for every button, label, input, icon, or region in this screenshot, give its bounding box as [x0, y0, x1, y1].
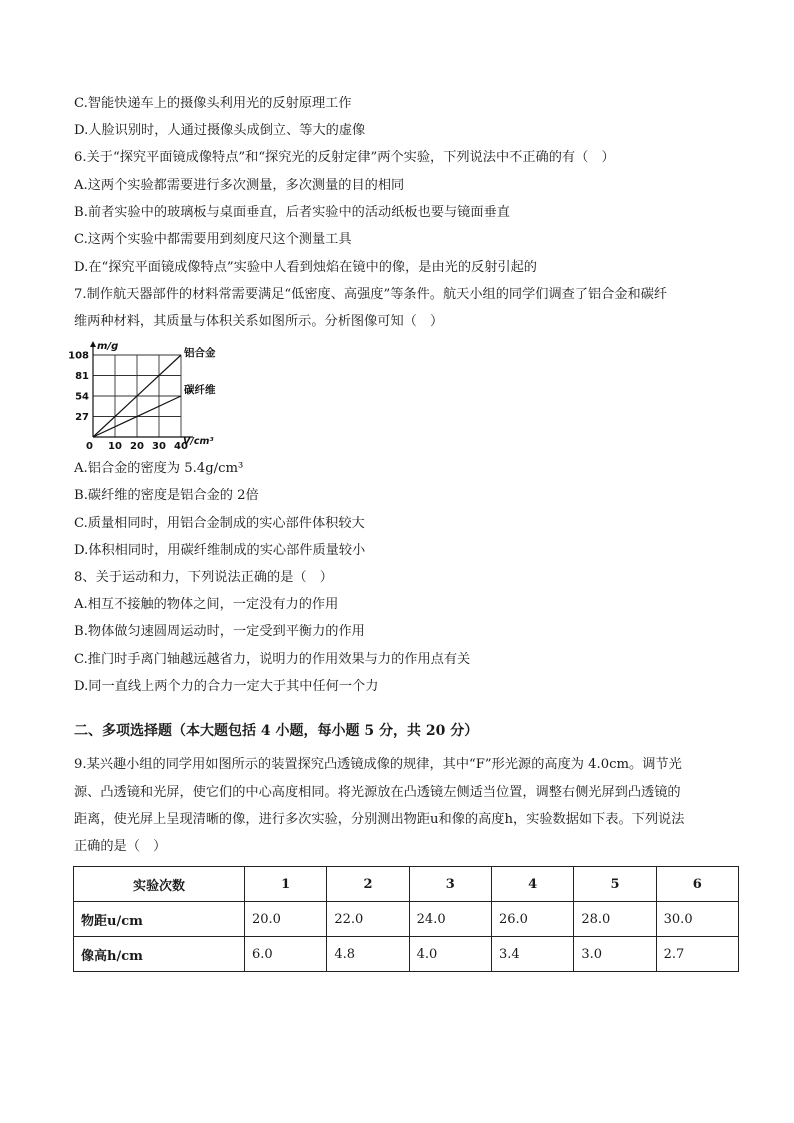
table-row	[74, 902, 739, 937]
experiment-data-table	[73, 866, 739, 972]
table-row-label: 像高h/cm	[74, 937, 245, 972]
x-axis-label: V/cm³	[183, 436, 214, 447]
table-cell: 30.0	[656, 902, 738, 937]
q7-option-b: B.碳纤维的密度是铝合金的 2倍	[74, 488, 259, 503]
x-tick-label: 10	[108, 441, 122, 452]
table-cell: 4.0	[409, 937, 491, 972]
q8-option-c: C.推门时手离门轴越远越省力，说明力的作用效果与力的作用点有关	[74, 652, 471, 667]
y-axis-arrow	[90, 341, 96, 347]
q8-stem: 8、关于运动和力，下列说法正确的是（ ）	[74, 570, 333, 585]
table-header-label: 实验次数	[74, 867, 245, 902]
table-cell: 22.0	[327, 902, 409, 937]
q7-option-c: C.质量相同时，用铝合金制成的实心部件体积较大	[74, 516, 365, 531]
q9-stem-line4: 正确的是（ ）	[74, 839, 167, 854]
q9-stem-line3: 距离，使光屏上呈现清晰的像，进行多次实验，分别测出物距u和像的高度h，实验数据如下表。下列说法	[74, 812, 685, 827]
table-row	[74, 937, 739, 972]
table-header-cell: 5	[574, 867, 656, 902]
table-header-cell: 1	[245, 867, 327, 902]
q6-option-d: D.在“探究平面镜成像特点”实验中人看到烛焰在镜中的像，是由光的反射引起的	[74, 260, 537, 275]
section-heading-multiple-choice: 二、多项选择题（本大题包括 4 小题，每小题 5 分，共 20 分）	[74, 723, 479, 739]
table-cell: 3.0	[574, 937, 656, 972]
x-tick-label: 40	[174, 441, 188, 452]
x-tick-label: 30	[152, 441, 166, 452]
table-cell: 26.0	[491, 902, 573, 937]
table-cell: 28.0	[574, 902, 656, 937]
x-tick-label: 0	[86, 441, 93, 452]
q8-option-d: D.同一直线上两个力的合力一定大于其中任何一个力	[74, 679, 379, 694]
table-header-cell: 2	[327, 867, 409, 902]
y-tick-label: 27	[75, 412, 89, 423]
q7-stem-line1: 7.制作航天器部件的材料常需要满足“低密度、高强度”等条件。航天小组的同学们调查了铝合金和碳纤	[74, 287, 668, 302]
y-tick-label: 81	[75, 371, 89, 382]
y-tick-label: 108	[68, 350, 89, 362]
chart-labels	[68, 341, 216, 452]
q6-option-a: A.这两个实验都需要进行多次测量，多次测量的目的相同	[74, 178, 405, 193]
mass-volume-chart	[66, 337, 236, 452]
q6-option-c: C.这两个实验中都需要用到刻度尺这个测量工具	[74, 232, 352, 247]
table-cell: 3.4	[491, 937, 573, 972]
table-header-cell: 4	[491, 867, 573, 902]
table-header-cell: 3	[409, 867, 491, 902]
q7-option-d: D.体积相同时，用碳纤维制成的实心部件质量较小	[74, 543, 366, 558]
table-cell: 20.0	[245, 902, 327, 937]
series-label: 铝合金	[184, 347, 216, 359]
q6-stem: 6.关于“探究平面镜成像特点”和“探究光的反射定律”两个实验，下列说法中不正确的有（ ）	[74, 150, 615, 165]
y-tick-label: 54	[75, 391, 89, 403]
series-label: 碳纤维	[184, 384, 216, 396]
q8-option-a: A.相互不接触的物体之间，一定没有力的作用	[74, 597, 339, 612]
table-header-cell: 6	[656, 867, 738, 902]
q6-option-b: B.前者实验中的玻璃板与桌面垂直，后者实验中的活动纸板也要与镜面垂直	[74, 205, 510, 220]
x-tick-label: 20	[130, 441, 144, 452]
table-cell: 24.0	[409, 902, 491, 937]
q9-stem-line1: 9.某兴趣小组的同学用如图所示的装置探究凸透镜成像的规律，其中“F”形光源的高度为 4.0cm。调节光	[74, 757, 682, 772]
table-cell: 4.8	[327, 937, 409, 972]
table-cell: 2.7	[656, 937, 738, 972]
table-row-label: 物距u/cm	[74, 902, 245, 937]
q5-option-d: D.人脸识别时，人通过摄像头成倒立、等大的虚像	[74, 123, 366, 138]
q7-stem-line2: 维两种材料，其质量与体积关系如图所示。分析图像可知（ ）	[74, 314, 444, 329]
q5-option-c: C.智能快递车上的摄像头利用光的反射原理工作	[74, 96, 352, 111]
y-axis-label: m/g	[97, 341, 119, 352]
q8-option-b: B.物体做匀速圆周运动时，一定受到平衡力的作用	[74, 624, 365, 639]
q7-option-a: A.铝合金的密度为 5.4g/cm³	[74, 461, 244, 476]
table-cell: 6.0	[245, 937, 327, 972]
q9-stem-line2: 源、凸透镜和光屏，使它们的中心高度相同。将光源放在凸透镜左侧适当位置，调整右侧光屏到凸透镜的	[74, 785, 681, 800]
table-header-row	[74, 867, 739, 902]
